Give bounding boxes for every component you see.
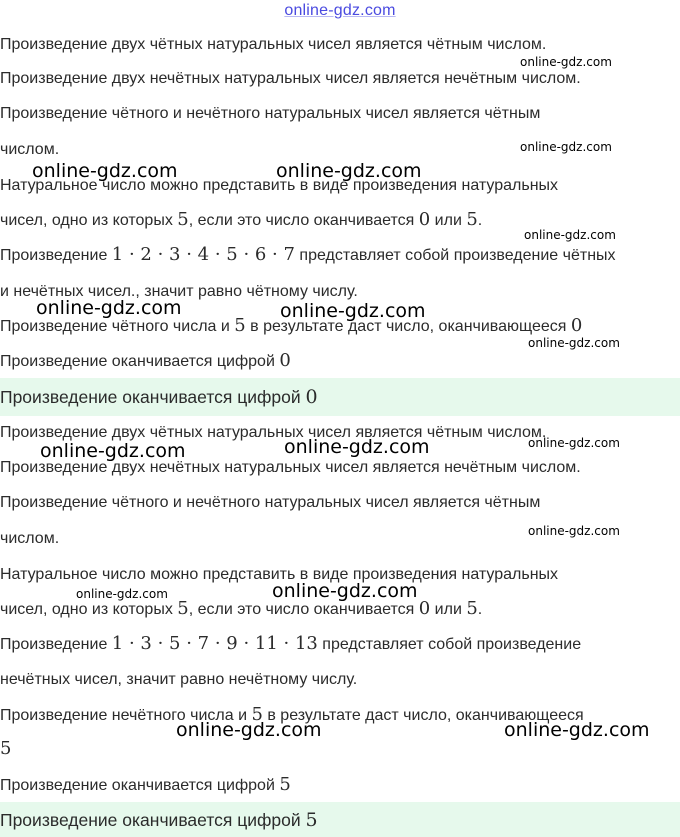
p2-line-5: Натуральное число можно представить в виде произведения натуральных bbox=[0, 566, 559, 583]
watermark-small: online-gdz.com bbox=[528, 336, 620, 350]
p2-line-8: нечётных чисел, значит равно нечётному числу. bbox=[0, 671, 358, 688]
p1-line-5: Натуральное число можно представить в виде произведения натуральных bbox=[0, 177, 559, 194]
p2-line-6: чисел, одно из которых 5, если это число оканчивается 0 или 5. bbox=[0, 598, 483, 619]
watermark-large: online-gdz.com bbox=[40, 440, 186, 462]
p2-line-7: Произведение 1 · 3 · 5 · 7 · 9 · 11 · 13 представляет собой произведение bbox=[0, 633, 582, 654]
p2-line-9: Произведение нечётного числа и 5 в результате даст число, оканчивающееся bbox=[0, 704, 584, 725]
watermark-small: online-gdz.com bbox=[520, 55, 612, 69]
p2-answer-box bbox=[0, 802, 680, 837]
p1-line-4: числом. bbox=[0, 141, 60, 158]
p2-answer: Произведение оканчивается цифрой 5 bbox=[0, 809, 318, 831]
p1-line-6: чисел, одно из которых 5, если это число оканчивается 0 или 5. bbox=[0, 209, 483, 230]
header-watermark: online-gdz.com bbox=[284, 2, 396, 19]
p2-line-2: Произведение двух нечётных натуральных чисел является нечётным числом. bbox=[0, 459, 581, 476]
p1-line-7: Произведение 1 · 2 · 3 · 4 · 5 · 6 · 7 представляет собой произведение чётных bbox=[0, 244, 616, 265]
watermark-large: online-gdz.com bbox=[504, 719, 650, 741]
watermark-small: online-gdz.com bbox=[528, 436, 620, 450]
p2-line-4: числом. bbox=[0, 530, 60, 547]
p1-line-3: Произведение чётного и нечётного натуральных чисел является чётным bbox=[0, 105, 541, 122]
p1-line-2: Произведение двух нечётных натуральных чисел является нечётным числом. bbox=[0, 70, 581, 87]
p2-line-1: Произведение двух чётных натуральных чисел является чётным числом. bbox=[0, 424, 547, 441]
watermark-small: online-gdz.com bbox=[520, 140, 612, 154]
p2-line-9-cont: 5 bbox=[0, 738, 12, 759]
watermark-large: online-gdz.com bbox=[36, 297, 182, 319]
watermark-large: online-gdz.com bbox=[280, 300, 426, 322]
watermark-small: online-gdz.com bbox=[528, 524, 620, 538]
p1-line-10: Произведение оканчивается цифрой 0 bbox=[0, 350, 291, 371]
p1-line-9: Произведение чётного числа и 5 в результате даст число, оканчивающееся 0 bbox=[0, 315, 583, 336]
watermark-large: online-gdz.com bbox=[276, 160, 422, 182]
watermark-large: online-gdz.com bbox=[176, 719, 322, 741]
p1-line-1: Произведение двух чётных натуральных чисел является чётным числом. bbox=[0, 36, 547, 53]
watermark-large: online-gdz.com bbox=[284, 436, 430, 458]
watermark-small: online-gdz.com bbox=[524, 228, 616, 242]
p2-line-3: Произведение чётного и нечётного натуральных чисел является чётным bbox=[0, 494, 541, 511]
p1-answer: Произведение оканчивается цифрой 0 bbox=[0, 386, 318, 408]
watermark-large: online-gdz.com bbox=[32, 160, 178, 182]
p1-line-8: и нечётных чисел., значит равно чётному числу. bbox=[0, 283, 358, 300]
watermark-large: online-gdz.com bbox=[272, 580, 418, 602]
p1-answer-box bbox=[0, 378, 680, 416]
watermark-small: online-gdz.com bbox=[76, 587, 168, 601]
p2-line-10: Произведение оканчивается цифрой 5 bbox=[0, 774, 291, 795]
